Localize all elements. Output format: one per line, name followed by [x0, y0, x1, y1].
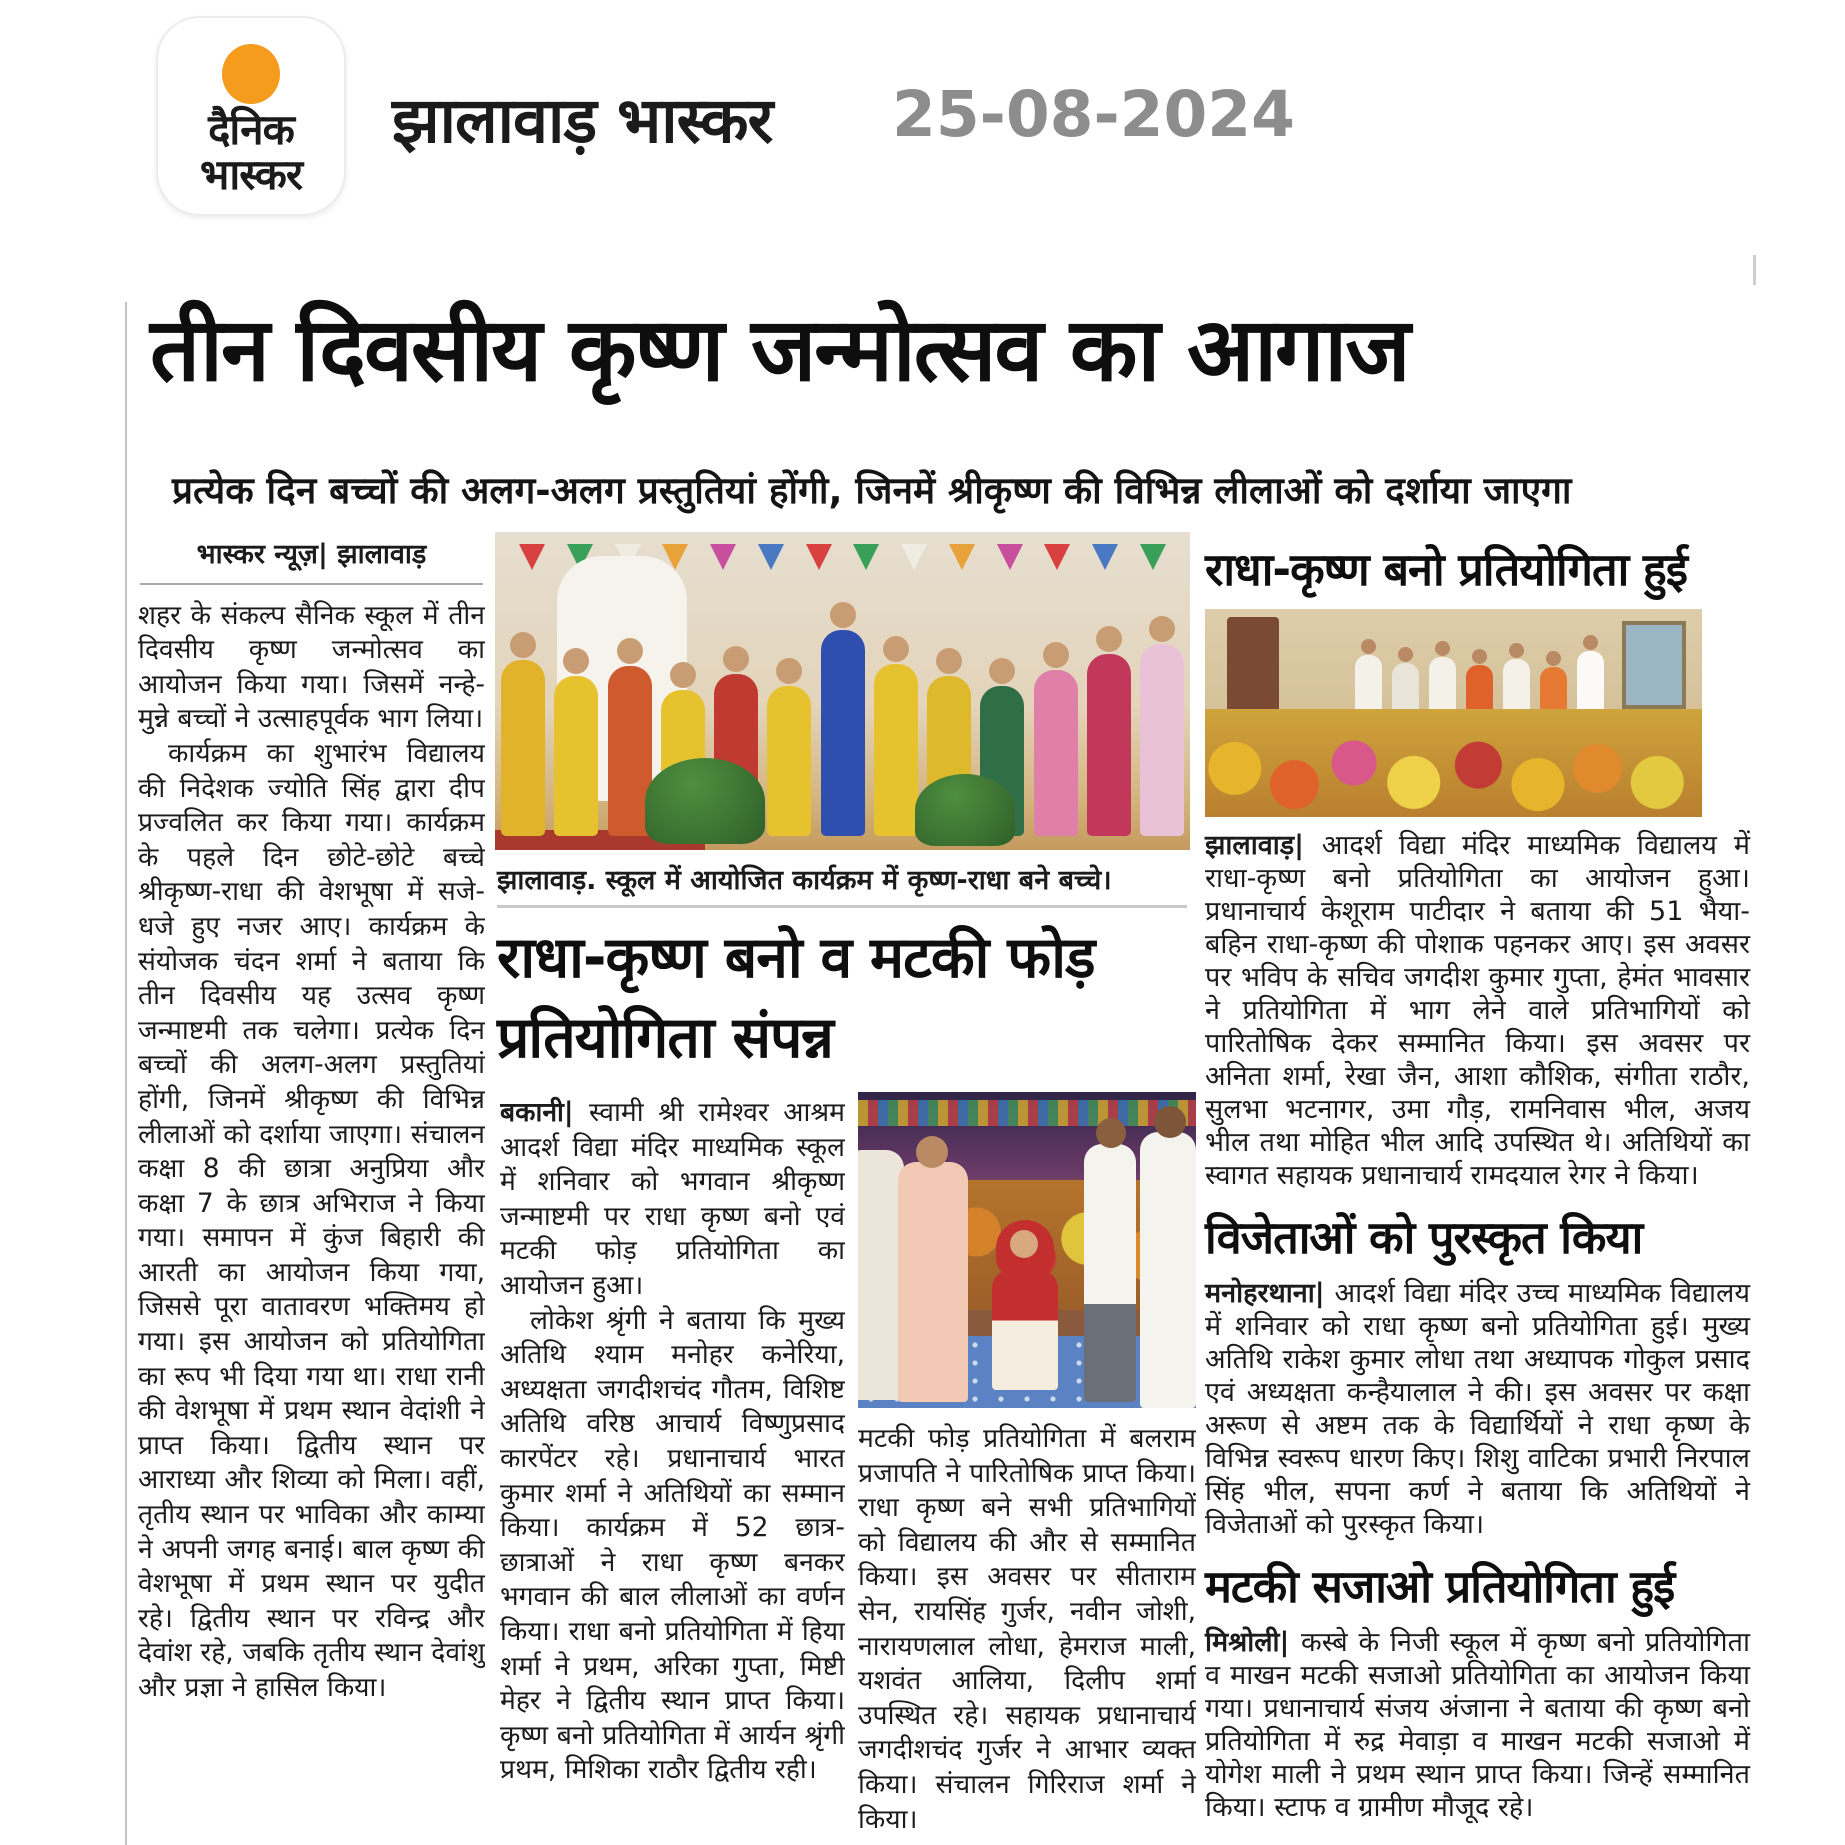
paragraph: झालावाड़| आदर्श विद्या मंदिर माध्यमिक विद्यालय में राधा-कृष्ण बनो प्रतियोगिता का आयोजन हुआ। प्रधानाचार्य केशूराम पाटीदार ने बताया की 51 भैया-बहिन राधा-कृष्ण की पोशाक पहनकर आए। इस अवसर पर भविप के सचिव जगदीश कुमार गुप्ता, हेमंत भावसार ने प्रतियोगिता में भाग लेने वाले प्रतिभागियों को पारितोषिक देकर सम्मानित किया। इस अवसर पर अनिता शर्मा, रेखा जैन, आशा कौशिक, संगीता राठौर, सुलभा भटनागर, उमा गौड़, रामनिवास भील, अजय भील तथा मोहित भील आदि उपस्थित थे। अतिथियों का स्वागत सहायक प्रधानाचार्य रामदयाल रेगर ने किया।	[1205, 830, 1750, 1191]
main-photo-krishna-radha-children	[495, 532, 1190, 850]
photo2-head	[1096, 1118, 1126, 1148]
caption-rule	[497, 905, 1187, 908]
main-headline: तीन दिवसीय कृष्ण जन्मोत्सव का आगाज	[150, 298, 1409, 401]
sub-headline: प्रत्येक दिन बच्चों की अलग-अलग प्रस्तुतियां होंगी, जिनमें श्रीकृष्ण की विभिन्न लीलाओं को दर्शाया जाएगा	[172, 469, 1572, 512]
dateline: झालावाड़|	[1205, 830, 1322, 861]
matki-phod-photo	[858, 1092, 1196, 1408]
group-photo-radha-krishna-contest	[1205, 609, 1702, 817]
paragraph: मटकी फोड़ प्रतियोगिता में बलराम प्रजापति ने पारितोषिक प्राप्त किया। राधा कृष्ण बने सभी प्रतिभागियों को विद्यालय की और से सम्मानित किया। इस अवसर पर सीताराम सेन, रायसिंह गुर्जर, नवीन जोशी, नारायणलाल लोधा, हेमराज माली, यशवंत आलिया, दिलीप शर्मा उपस्थित रहे। सहायक प्रधानाचार्य जगदीशचंद गुर्जर ने आभार व्यक्त किया। संचालन गिरिराज शर्मा ने किया।	[858, 1423, 1196, 1835]
section2-column1	[500, 1096, 845, 1845]
paragraph: लोकेश श्रृंगी ने बताया कि मुख्य अतिथि श्याम मनोहर कनेरिया, अध्यक्षता जगदीशचंद गौतम, विशिष्ट अतिथि वरिष्ठ आचार्य विष्णुप्रसाद कारपेंटर रहे। प्रधानाचार्य भारत कुमार शर्मा ने अतिथियों का सम्मान किया। कार्यक्रम में 52 छात्र-छात्राओं ने राधा कृष्ण बनकर भगवान की बाल लीलाओं का वर्णन किया। राधा बनो प्रतियोगिता में हिया शर्मा ने प्रथम, अरिका गुप्ता, मिष्टी मेहर ने द्वितीय स्थान प्राप्त किया। कृष्ण बनो प्रतियोगिता में आर्यन श्रृंगी प्रथम, मिशिका राठौर द्वितीय रही।	[500, 1304, 845, 1786]
edition-title: झालावाड़ भास्कर	[392, 84, 773, 157]
edition-date: 25-08-2024	[892, 78, 1295, 151]
top-right-rule	[1753, 255, 1756, 285]
story3-headline: मटकी सजाओ प्रतियोगिता हुई	[1205, 1560, 1675, 1613]
photo3-seated-children-crowd	[1205, 709, 1702, 817]
byline-rule	[140, 583, 483, 585]
dainik-bhaskar-logo	[156, 16, 346, 216]
left-column-rule	[125, 302, 127, 1845]
main-photo-caption: झालावाड़. स्कूल में आयोजित कार्यक्रम में कृष्ण-राधा बने बच्चे।	[497, 865, 1112, 896]
photo2-adult-pink-kurta	[898, 1162, 968, 1402]
story3-text	[1205, 1626, 1750, 1824]
dateline: मनोहरथाना|	[1205, 1278, 1335, 1309]
logo-text-line1: दैनिक	[208, 105, 294, 154]
right-column	[1205, 538, 1750, 1824]
photo2-child-head	[1010, 1230, 1038, 1258]
photo2-adult-white-shirt	[1084, 1144, 1136, 1402]
paragraph: मनोहरथाना| आदर्श विद्या मंदिर उच्च माध्यमिक विद्यालय में शनिवार को राधा कृष्ण बनो प्रतियोगिता हुई। मुख्य अतिथि राकेश कुमार लोधा तथा अध्यापक गोकुल प्रसाद एवं अध्यक्षता कन्हैयालाल ने की। इस अवसर पर कक्षा अरूण से अष्टम तक के विद्यार्थियों ने राधा कृष्ण के विभिन्न स्वरूप धारण किए। शिशु वाटिका प्रभारी निरपाल सिंह भील, सपना कर्ण ने बताया कि अतिथियों ने विजेताओं को पुरस्कृत किया।	[1205, 1278, 1750, 1540]
story1-headline: राधा-कृष्ण बनो प्रतियोगिता हुई	[1205, 543, 1687, 596]
lead-story-text	[138, 599, 485, 1706]
story2-headline: विजेताओं को पुरस्कृत किया	[1205, 1211, 1643, 1264]
section2-headline: राधा-कृष्ण बनो व मटकी फोड़ प्रतियोगिता संपन्न	[497, 925, 1095, 1071]
logo-sun-icon	[222, 44, 280, 104]
dateline: बकानी|	[500, 1097, 589, 1128]
logo-text-line2: भास्कर	[199, 150, 303, 199]
photo2-hanging-decorations	[858, 1100, 1196, 1126]
photo2-head	[916, 1136, 948, 1168]
photo2-adult-white-kurta	[1140, 1132, 1196, 1408]
photo2-head	[1154, 1106, 1186, 1138]
story2-text	[1205, 1277, 1750, 1541]
section2-column2	[858, 1422, 1196, 1845]
photo2-child-radha-dress	[992, 1270, 1058, 1390]
dateline: मिश्रोली|	[1205, 1627, 1302, 1658]
paragraph: कार्यक्रम का शुभारंभ विद्यालय की निदेशक ज्योति सिंह द्वारा दीप प्रज्वलित कर किया गया। कार्यक्रम के पहले दिन छोटे-छोटे बच्चे श्रीकृष्ण-राधा की वेशभूषा में सजे-धजे हुए नजर आए। कार्यक्रम के संयोजक चंदन शर्मा ने बताया कि तीन दिवसीय यह उत्सव कृष्ण जन्माष्टमी तक चलेगा। प्रत्येक दिन बच्चों की अलग-अलग प्रस्तुतियां होंगी, जिनमें श्रीकृष्ण की विभिन्न लीलाओं को दर्शाया जाएगा। संचालन कक्षा 8 की छात्रा अनुप्रिया और कक्षा 7 के छात्र अभिराज ने किया गया। समापन में कुंज बिहारी की आरती का आयोजन किया गया, जिससे पूरा वातावरण भक्तिमय हो गया। इस आयोजन को प्रतियोगिता का रूप भी दिया गया था। राधा रानी की वेशभूषा में प्रथम स्थान वेदांशी ने प्राप्त किया। द्वितीय स्थान पर आराध्या और शिव्या को मिला। वहीं, तृतीय स्थान पर भाविका और काम्या ने अपनी जगह बनाई। बाल कृष्ण की वेशभूषा में प्रथम स्थान पर युदीत रहे। द्वितीय स्थान पर रविन्द्र और देवांश रहे, जबकि तृतीय स्थान देवांशु और प्रज्ञा ने हासिल किया।	[138, 737, 485, 1703]
paragraph: मिश्रोली| कस्बे के निजी स्कूल में कृष्ण बनो प्रतियोगिता व माखन मटकी सजाओ प्रतियोगिता का आयोजन किया गया। प्रधानाचार्य संजय अंजाना ने बताया की कृष्ण बनो प्रतियोगिता में रुद्र मेवाड़ा व माखन मटकी सजाओ में योगेश माली ने प्रथम स्थान प्राप्त किया। जिन्हें सम्मानित किया। स्टाफ व ग्रामीण मौजूद रहे।	[1205, 1627, 1750, 1823]
photo-plant	[645, 758, 765, 844]
photo-children-row	[501, 602, 1184, 836]
photo-plant	[915, 774, 1015, 846]
lead-story-column	[138, 538, 485, 1828]
paragraph: बकानी| स्वामी श्री रामेश्वर आश्रम आदर्श विद्या मंदिर माध्यमिक स्कूल में शनिवार को भगवान श्रीकृष्ण जन्माष्टमी पर राधा कृष्ण बनो एवं मटकी फोड़ प्रतियोगिता का आयोजन हुआ।	[500, 1097, 845, 1301]
paragraph: शहर के संकल्प सैनिक स्कूल में तीन दिवसीय कृष्ण जन्मोत्सव का आयोजन किया गया। जिसमें नन्हे-मुन्ने बच्चों ने उत्साहपूर्वक भाग लिया।	[138, 599, 485, 735]
story1-text	[1205, 829, 1750, 1192]
byline: भास्कर न्यूज़| झालावाड़	[196, 539, 427, 570]
